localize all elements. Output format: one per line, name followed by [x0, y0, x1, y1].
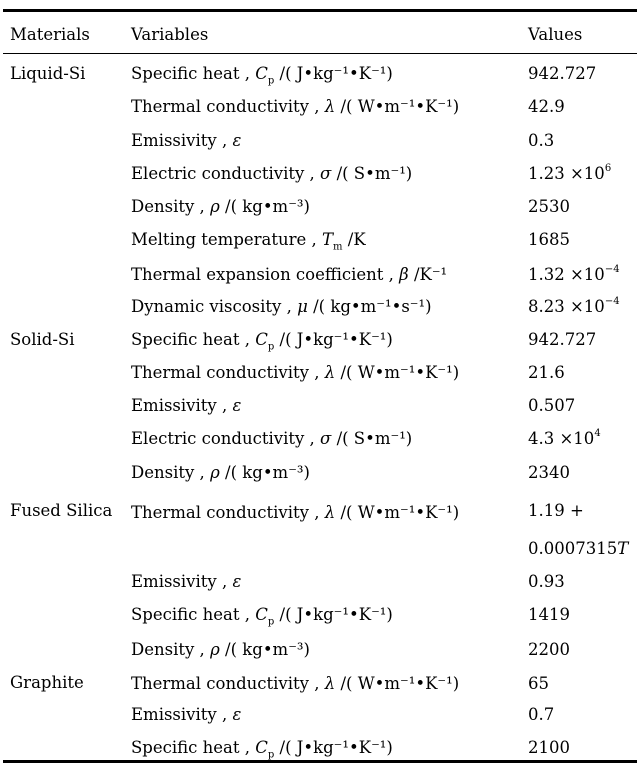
variable-symbol: λ: [324, 674, 336, 693]
value-cell: [528, 501, 584, 521]
variable-name: Emissivity ,: [131, 572, 228, 591]
variable-unit: /( kg•m⁻¹•s⁻¹): [313, 297, 432, 316]
variable-symbol: ε: [232, 572, 242, 591]
value-variable: T: [617, 539, 629, 558]
value-text: 0.7: [528, 705, 555, 724]
variable-unit: /( S•m⁻¹): [336, 429, 413, 448]
value-text: 0.0007315: [528, 539, 618, 558]
variable-cell: [131, 572, 241, 592]
value-text: 1685: [528, 230, 570, 249]
variable-name: Thermal expansion coefficient ,: [131, 265, 394, 284]
value-text: 2200: [528, 640, 570, 659]
variable-name: Thermal conductivity ,: [131, 503, 320, 522]
value-cell: [528, 640, 570, 660]
variable-unit: /( S•m⁻¹): [336, 164, 413, 183]
variable-name: Thermal conductivity ,: [131, 363, 320, 382]
variable-cell: [131, 230, 366, 253]
variable-symbol-sub: p: [267, 341, 275, 353]
variable-cell: [131, 738, 393, 761]
variable-cell: [131, 396, 241, 416]
value-text: 21.6: [528, 363, 565, 382]
variable-symbol: λ: [324, 363, 336, 382]
variable-unit: /( J•kg⁻¹•K⁻¹): [279, 605, 393, 624]
header-rule: [3, 53, 637, 54]
variable-cell: [131, 705, 241, 725]
value-cell: [528, 97, 565, 117]
variable-symbol-sub: m: [333, 241, 343, 253]
variable-cell: [131, 197, 310, 217]
variable-symbol: C: [255, 330, 268, 349]
variable-name: Thermal conductivity ,: [131, 97, 320, 116]
value-cell: [528, 297, 620, 317]
variable-cell: [131, 363, 459, 383]
variable-unit: /K: [347, 230, 366, 249]
variable-cell: [131, 640, 310, 660]
variable-cell: [131, 429, 412, 449]
value-text: 1.32 ×10: [528, 265, 605, 284]
variable-cell: [131, 463, 310, 483]
value-cell: [528, 265, 620, 285]
value-text: 8.23 ×10: [528, 297, 605, 316]
value-cell: [528, 164, 611, 184]
variable-symbol: ρ: [210, 463, 220, 482]
variable-cell: [131, 330, 393, 353]
variable-name: Dynamic viscosity ,: [131, 297, 292, 316]
variable-name: Specific heat ,: [131, 330, 250, 349]
variable-unit: /( W•m⁻¹•K⁻¹): [340, 503, 460, 522]
value-cell: [528, 396, 575, 416]
variable-name: Thermal conductivity ,: [131, 674, 320, 693]
variable-cell: [131, 297, 432, 317]
value-text: 2530: [528, 197, 570, 216]
variable-unit: /K⁻¹: [413, 265, 448, 284]
value-exponent: 6: [604, 162, 612, 174]
variable-unit: /( W•m⁻¹•K⁻¹): [340, 674, 460, 693]
material-fused-silica: Fused Silica: [10, 501, 113, 520]
variable-name: Density ,: [131, 463, 205, 482]
variable-symbol: T: [322, 230, 334, 249]
value-text: 1419: [528, 605, 570, 624]
value-text: 942.727: [528, 330, 597, 349]
variable-symbol: ρ: [210, 197, 220, 216]
value-cell: [528, 197, 570, 217]
variable-unit: /( kg•m⁻³): [225, 463, 310, 482]
value-cell: [528, 64, 596, 84]
value-text: 0.507: [528, 396, 576, 415]
variable-name: Specific heat ,: [131, 738, 250, 757]
variable-symbol-sub: p: [267, 616, 275, 628]
value-text: 942.727: [528, 64, 597, 83]
value-cell: [528, 572, 565, 592]
value-text: 2340: [528, 463, 570, 482]
value-text: 65: [528, 674, 549, 693]
top-rule: [3, 9, 637, 12]
value-cell: [528, 330, 596, 350]
material-solid-si: Solid-Si: [10, 330, 75, 349]
value-text: 4.3 ×10: [528, 429, 595, 448]
variable-cell: [131, 164, 412, 184]
value-text: 0.93: [528, 572, 565, 591]
variable-name: Density ,: [131, 640, 205, 659]
variable-unit: /( kg•m⁻³): [225, 197, 310, 216]
variable-symbol: ε: [232, 131, 242, 150]
variable-name: Density ,: [131, 197, 205, 216]
value-cell: [528, 363, 565, 383]
value-cell: [528, 131, 554, 151]
value-cell: [528, 738, 570, 758]
variable-name: Specific heat ,: [131, 605, 250, 624]
variable-symbol: ρ: [210, 640, 220, 659]
variable-unit: /( W•m⁻¹•K⁻¹): [340, 363, 460, 382]
variable-symbol: C: [255, 64, 268, 83]
header-variables: Variables: [131, 25, 209, 44]
value-text: 1.19 +: [528, 501, 584, 520]
variable-symbol: C: [255, 605, 268, 624]
value-exponent: −4: [604, 263, 620, 275]
variable-symbol: σ: [320, 429, 332, 448]
value-cell: [528, 429, 601, 449]
value-cell: [528, 605, 570, 625]
value-exponent: 4: [594, 427, 601, 439]
value-text: 42.9: [528, 97, 565, 116]
value-cell: [528, 463, 570, 483]
header-values: Values: [528, 25, 583, 44]
value-exponent: −4: [604, 295, 620, 307]
variable-name: Electric conductivity ,: [131, 429, 315, 448]
variable-cell: [131, 64, 393, 87]
variable-name: Electric conductivity ,: [131, 164, 315, 183]
variable-symbol-sub: p: [267, 75, 275, 87]
variable-unit: /( J•kg⁻¹•K⁻¹): [279, 64, 393, 83]
value-text: 0.3: [528, 131, 555, 150]
value-cell: [528, 674, 549, 694]
variable-symbol: ε: [232, 396, 242, 415]
variable-name: Melting temperature ,: [131, 230, 317, 249]
variable-cell: [131, 605, 393, 628]
variable-symbol: σ: [320, 164, 332, 183]
variable-unit: /( W•m⁻¹•K⁻¹): [340, 97, 460, 116]
value-cell: [528, 539, 628, 559]
variable-symbol: C: [255, 738, 268, 757]
value-cell: [528, 705, 554, 725]
value-cell: [528, 230, 570, 250]
variable-name: Specific heat ,: [131, 64, 250, 83]
variable-cell: [131, 131, 241, 151]
variable-symbol-sub: p: [267, 749, 275, 761]
header-materials: Materials: [10, 25, 90, 44]
variable-cell: [131, 674, 459, 694]
value-text: 1.23 ×10: [528, 164, 605, 183]
value-text: 2100: [528, 738, 570, 757]
variable-symbol: λ: [324, 97, 336, 116]
material-graphite: Graphite: [10, 673, 84, 692]
variable-name: Emissivity ,: [131, 705, 228, 724]
variable-unit: /( J•kg⁻¹•K⁻¹): [279, 738, 393, 757]
variable-unit: /( J•kg⁻¹•K⁻¹): [279, 330, 393, 349]
variable-symbol: μ: [297, 297, 308, 316]
variable-symbol: λ: [324, 503, 336, 522]
variable-cell: [131, 503, 459, 523]
material-liquid-si: Liquid-Si: [10, 64, 86, 83]
bottom-rule: [3, 760, 637, 763]
variable-cell: [131, 97, 459, 117]
variable-symbol: ε: [232, 705, 242, 724]
variable-symbol: β: [399, 265, 409, 284]
variable-name: Emissivity ,: [131, 131, 228, 150]
variable-unit: /( kg•m⁻³): [225, 640, 310, 659]
variable-cell: [131, 265, 447, 285]
variable-name: Emissivity ,: [131, 396, 228, 415]
